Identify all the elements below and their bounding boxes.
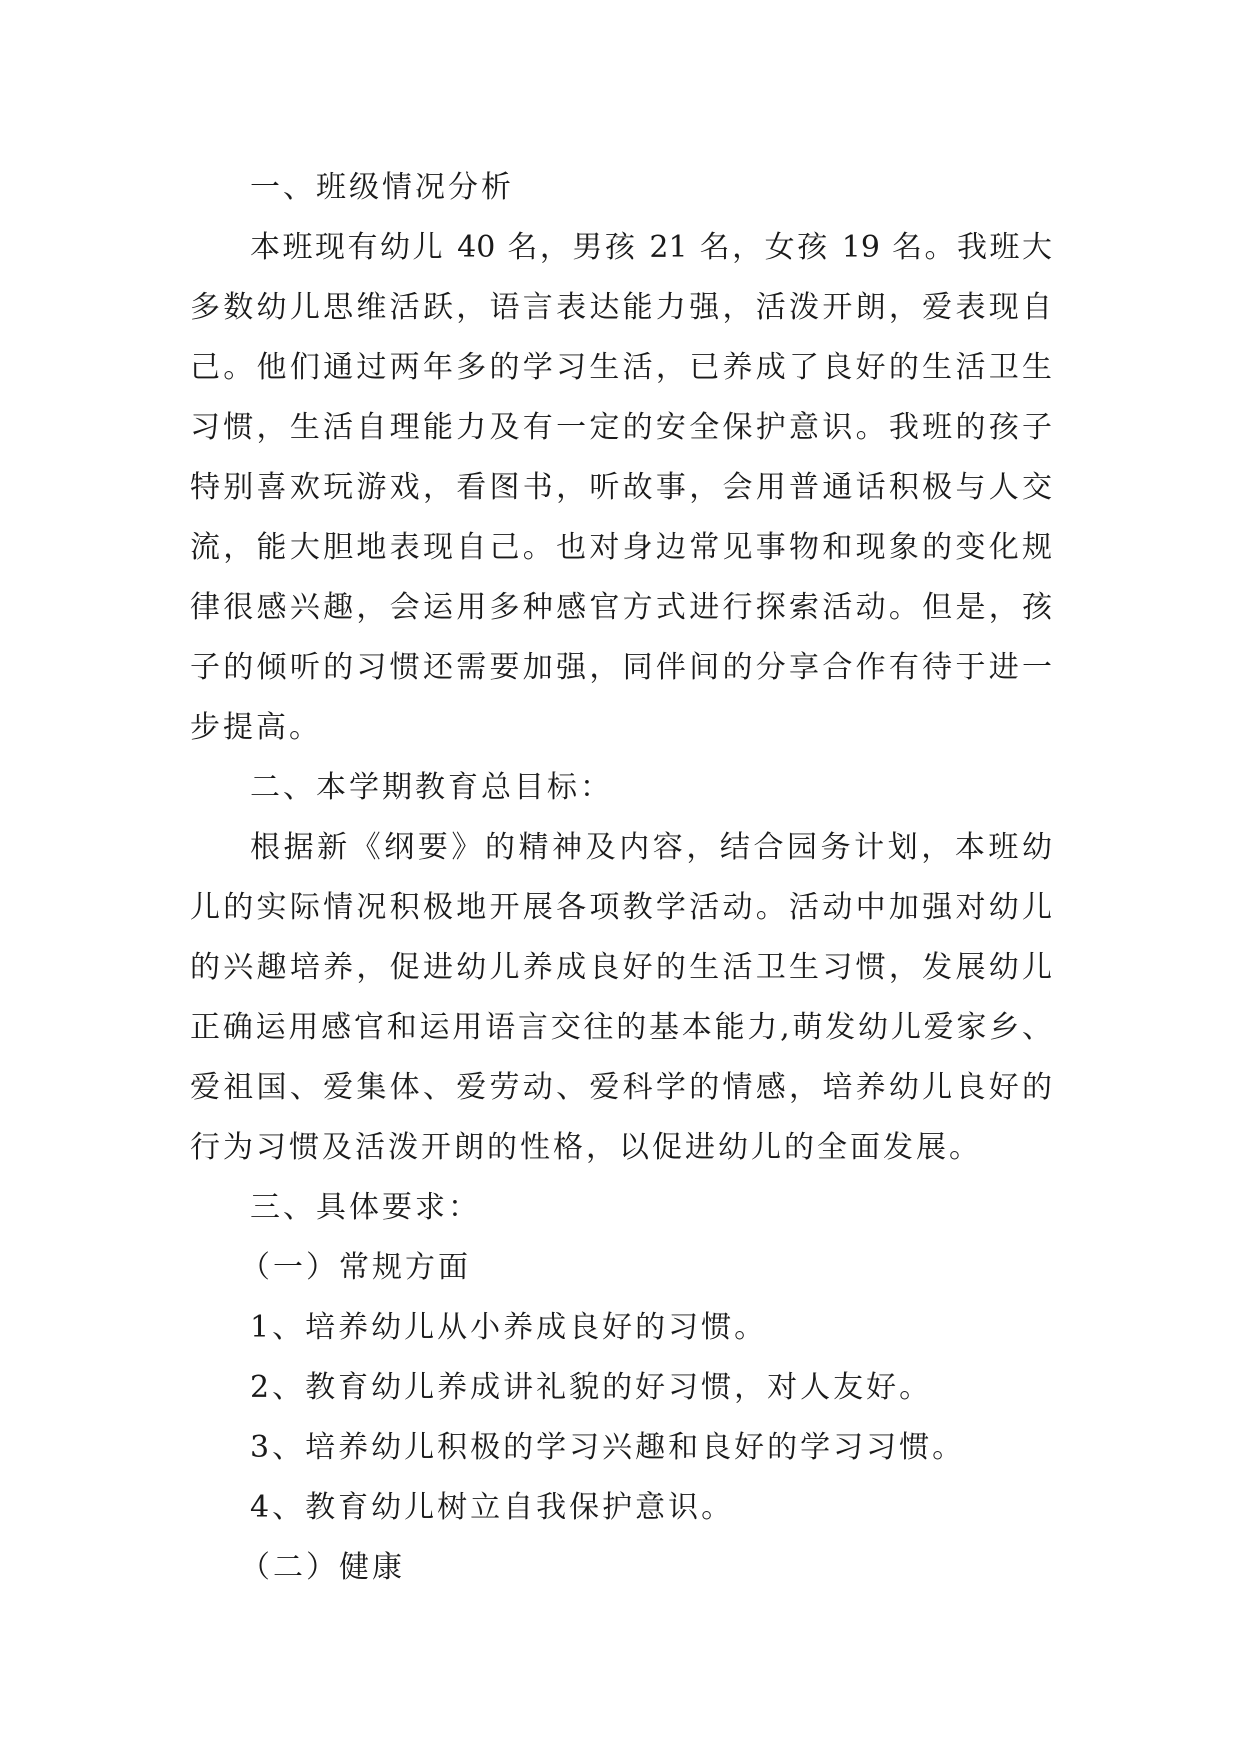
paragraph-line: 己。他们通过两年多的学习生活，已养成了良好的生活卫生 xyxy=(190,350,1052,385)
paragraph-line: 流，能大胆地表现自己。也对身边常见事物和现象的变化规 xyxy=(190,530,1052,565)
paragraph-line: 多数幼儿思维活跃，语言表达能力强，活泼开朗，爱表现自 xyxy=(190,290,1052,325)
subsection-heading-health: （二）健康 xyxy=(240,1550,405,1585)
paragraph-line: 儿的实际情况积极地开展各项教学活动。活动中加强对幼儿 xyxy=(190,890,1052,925)
list-item: 4、教育幼儿树立自我保护意识。 xyxy=(250,1490,735,1525)
paragraph-line: 爱祖国、爱集体、爱劳动、爱科学的情感，培养幼儿良好的 xyxy=(190,1070,1052,1105)
paragraph-line: 行为习惯及活泼开朗的性格，以促进幼儿的全面发展。 xyxy=(190,1130,982,1165)
paragraph-line: 律很感兴趣，会运用多种感官方式进行探索活动。但是，孩 xyxy=(190,590,1052,625)
paragraph-semester-goals xyxy=(190,818,1052,1178)
paragraph-line: 正确运用感官和运用语言交往的基本能力,萌发幼儿爱家乡、 xyxy=(190,1010,1052,1045)
paragraph-line: 的兴趣培养，促进幼儿养成良好的生活卫生习惯，发展幼儿 xyxy=(190,950,1052,985)
paragraph-line: 特别喜欢玩游戏，看图书，听故事，会用普通话积极与人交 xyxy=(190,470,1052,505)
paragraph-class-analysis xyxy=(190,218,1052,758)
subsection-heading-routine: （一）常规方面 xyxy=(240,1250,471,1285)
list-item: 3、培养幼儿积极的学习兴趣和良好的学习习惯。 xyxy=(250,1430,966,1465)
section-heading-class-analysis: 一、班级情况分析 xyxy=(250,170,514,205)
list-item: 1、培养幼儿从小养成良好的习惯。 xyxy=(250,1310,768,1345)
section-heading-requirements: 三、具体要求： xyxy=(250,1190,481,1225)
paragraph-line: 本班现有幼儿 40 名，男孩 21 名，女孩 19 名。我班大 xyxy=(250,230,1052,265)
document-body xyxy=(190,158,1052,1598)
paragraph-line: 步提高。 xyxy=(190,710,322,745)
routine-list xyxy=(190,1298,1052,1538)
paragraph-line: 子的倾听的习惯还需要加强，同伴间的分享合作有待于进一 xyxy=(190,650,1052,685)
section-heading-semester-goals: 二、本学期教育总目标： xyxy=(250,770,613,805)
paragraph-line: 习惯，生活自理能力及有一定的安全保护意识。我班的孩子 xyxy=(190,410,1052,445)
list-item: 2、教育幼儿养成讲礼貌的好习惯，对人友好。 xyxy=(250,1370,933,1405)
paragraph-line: 根据新《纲要》的精神及内容，结合园务计划，本班幼 xyxy=(250,830,1052,865)
